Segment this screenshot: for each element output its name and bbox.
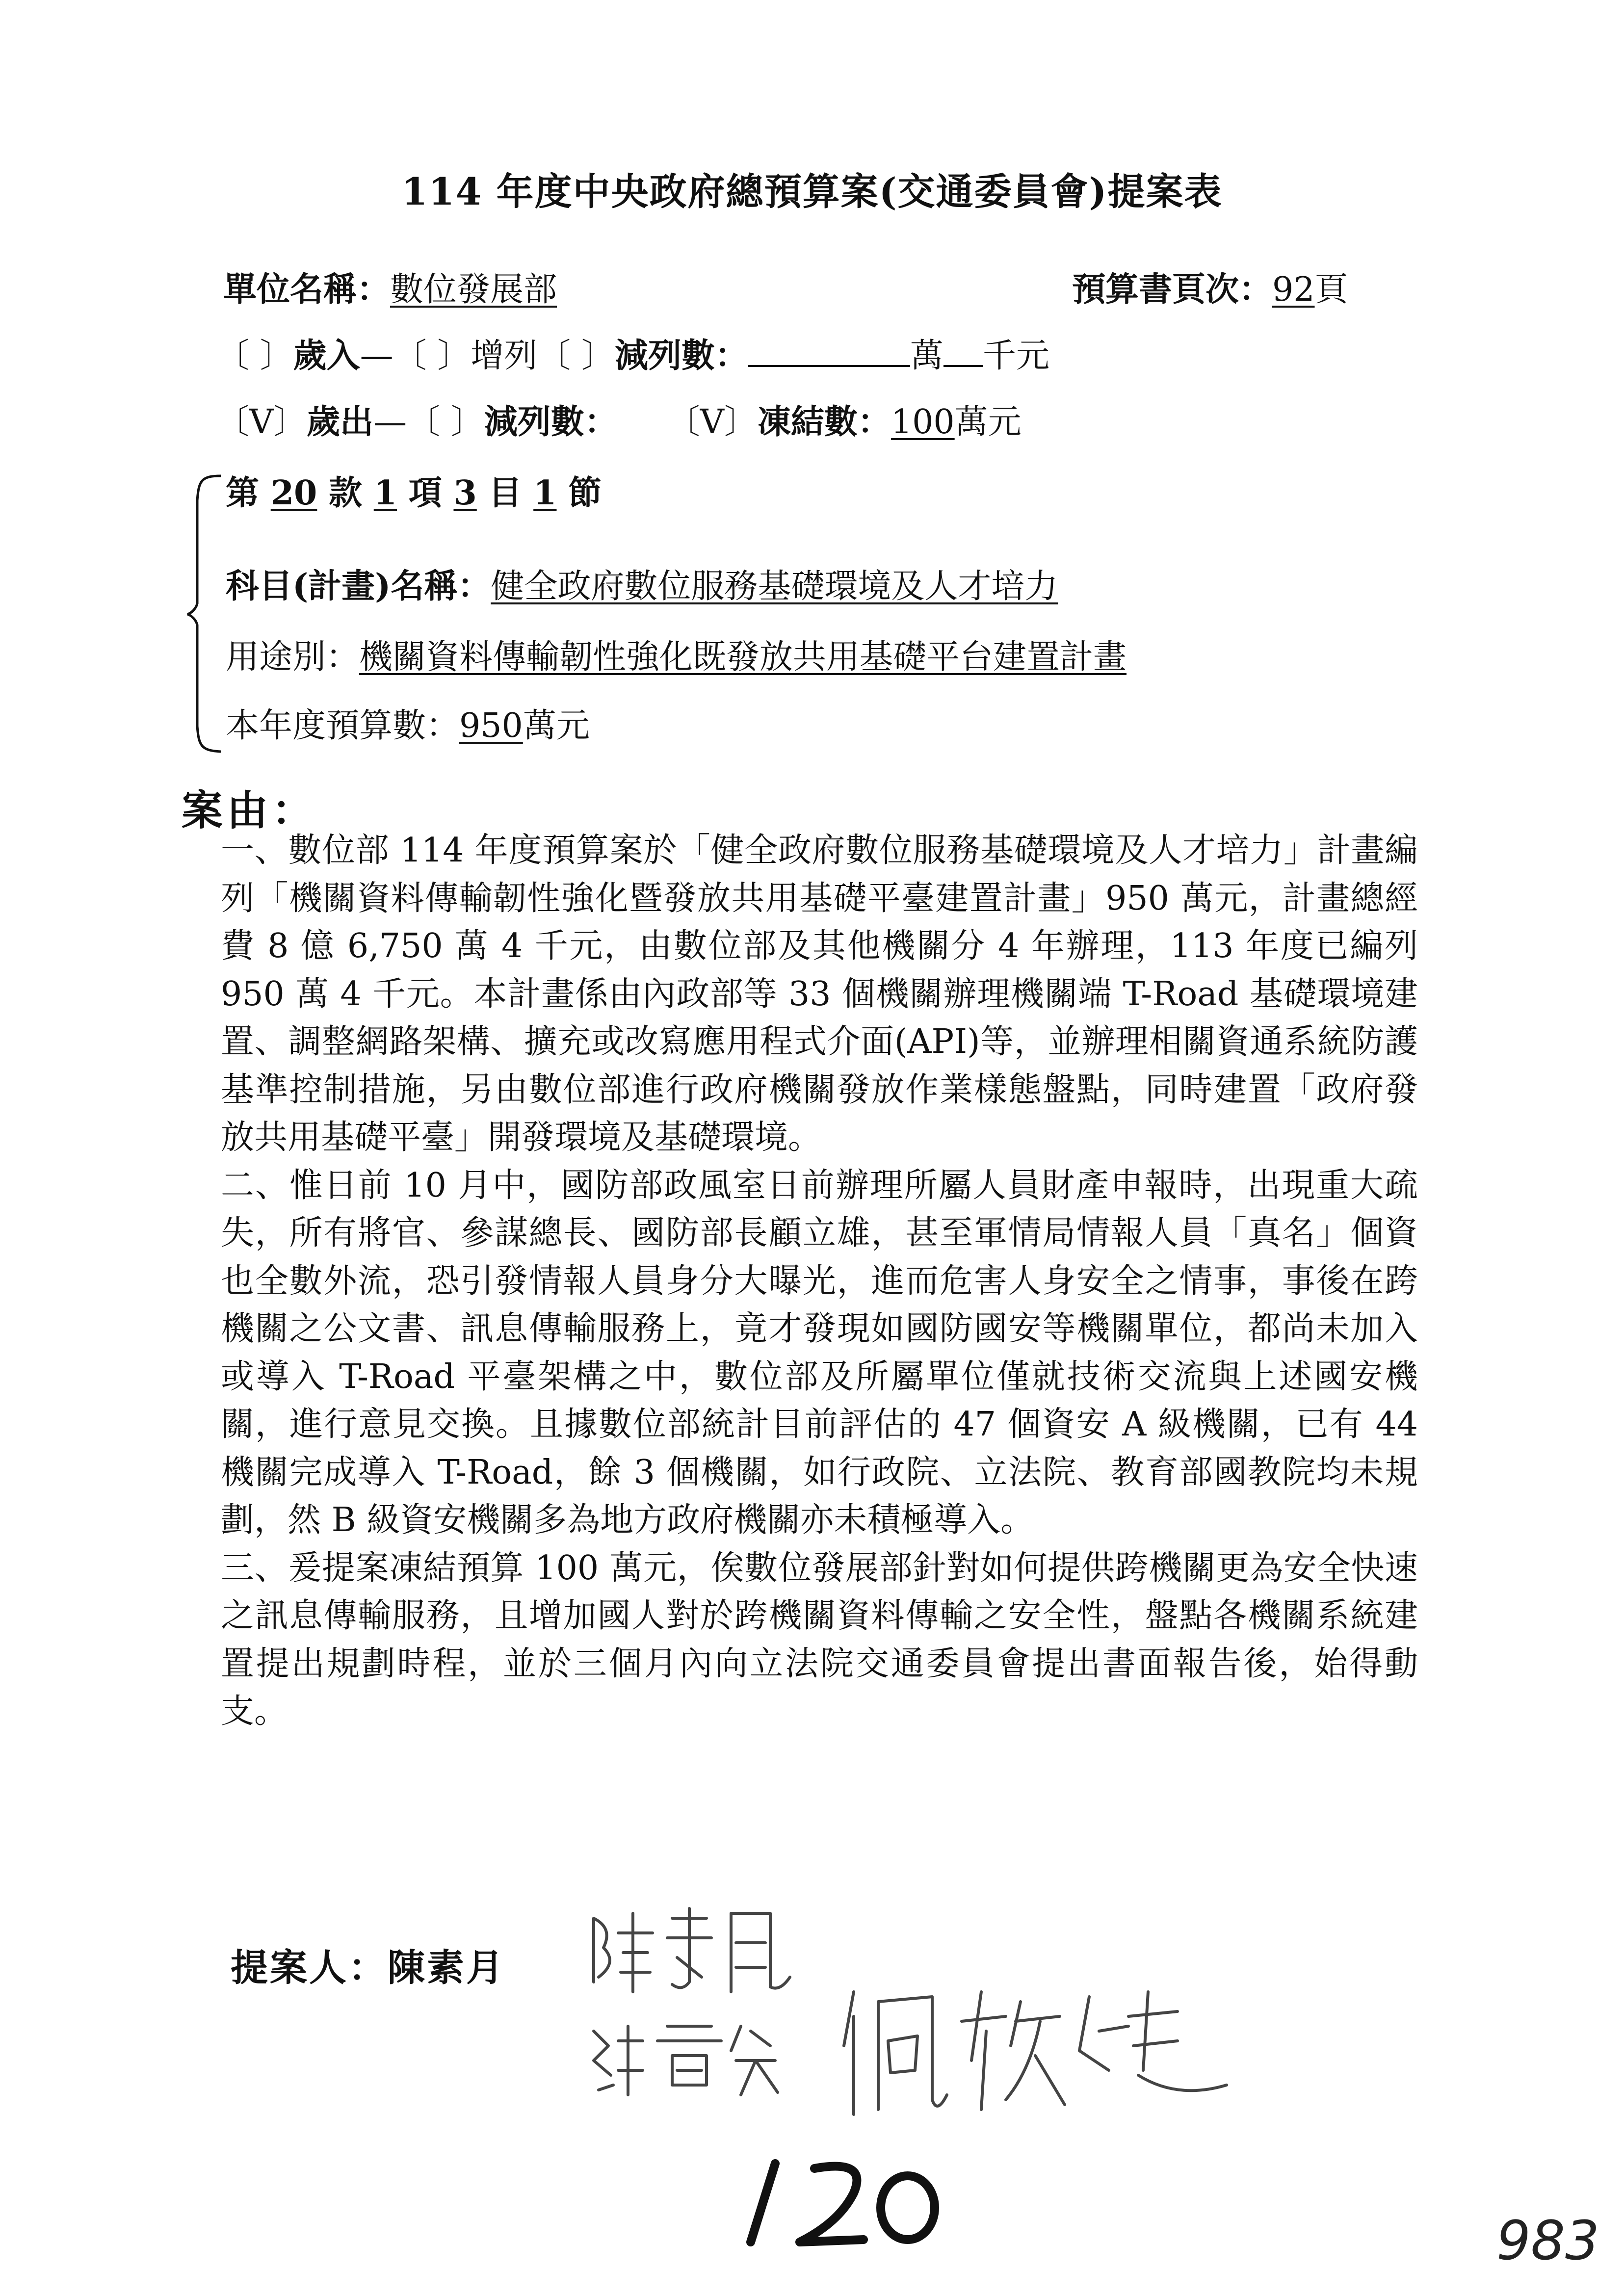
reason-title: 案由： bbox=[182, 786, 317, 835]
proposer-row bbox=[231, 1938, 505, 1991]
kuan-number: 20 bbox=[270, 473, 317, 513]
mu-number: 3 bbox=[453, 473, 477, 513]
left-brace bbox=[186, 471, 226, 756]
proposer-name: 陳素月 bbox=[388, 1946, 505, 1989]
item-di: 第 bbox=[226, 473, 260, 513]
revenue-wan-unit: 萬 bbox=[910, 337, 943, 375]
increase-label: 增列 bbox=[471, 337, 538, 375]
revenue-row bbox=[216, 334, 1049, 378]
usage-row bbox=[226, 635, 1126, 679]
decrease-checkbox: 〔 〕 bbox=[537, 337, 615, 375]
expense-label: 歲出 bbox=[307, 402, 374, 442]
handwritten-page-number bbox=[1492, 2203, 1609, 2276]
reason-paragraph-2: 二、惟日前 10 月中，國防部政風室日前辦理所屬人員財產申報時，出現重大疏失，所有將官、參謀總長、國防部長顧立雄，甚至軍情局情報人員「真名」個資也全數外流，恐引發情報人員身分大曝光，進而危害人身安全之情事，事後在跨機關之公文書、訊息傳輸服務上，竟才發現如國防國安等機關單位，都尚未加入或導入 T-Road 平臺架構之中，數位部及所屬單位僅就技術交流與上述國安機關，進行意見交換。且據數位部統計目前評估的 47 個資安 A 級機關，已有 44 機關完成導入 T-Road，餘 3 個機關，如行政院、立法院、教育部國教院均未規劃，然 B 級資安機關多為地方政府機關亦未積極導入。 bbox=[221, 1166, 1418, 1539]
annual-budget-row bbox=[226, 704, 590, 748]
budget-item-row bbox=[226, 471, 602, 515]
reason-paragraph-1: 一、數位部 114 年度預算案於「健全政府數位服務基礎環境及人才培力」計畫編列「機關資料傳輸韌性強化暨發放共用基礎平臺建置計畫」950 萬元，計畫總經費 8 億 6,750 萬 4 千元，由數位部及其他機關分 4 年辦理，113 年度已編列 950 萬 4 千元。本計畫係由內政部等 33 個機關辦理機關端 T-Road 基礎環境建置、調整網路架構、擴充或改寫應用程式介面(API)等，並辦理相關資通系統防護基準控制措施，另由數位部進行政府機關發放作業樣態盤點，同時建置「政府發放共用基礎平臺」開發環境及基礎環境。 bbox=[221, 831, 1418, 1157]
page-ref-value: 92 bbox=[1272, 270, 1315, 309]
page-reference-row bbox=[1072, 267, 1348, 312]
subject-label: 科目(計畫)名稱： bbox=[226, 567, 491, 606]
revenue-qian-blank bbox=[943, 337, 983, 367]
usage-value: 機關資料傳輸韌性強化既發放共用基礎平台建置計畫 bbox=[359, 638, 1127, 677]
mu-label: 目 bbox=[488, 473, 522, 513]
revenue-qian-unit: 千元 bbox=[982, 337, 1049, 375]
signature-chen-suyue bbox=[584, 1899, 810, 1997]
expense-row bbox=[216, 400, 1022, 444]
expense-decrease-label: 減列數： bbox=[484, 402, 618, 442]
xiang-label: 項 bbox=[408, 473, 442, 513]
xiang-number: 1 bbox=[373, 473, 397, 513]
annual-budget-label: 本年度預算數： bbox=[226, 706, 460, 745]
revenue-decrease-label: 減列數： bbox=[614, 336, 748, 375]
page-number-text: 983 bbox=[1496, 2209, 1599, 2272]
expense-dash: — bbox=[373, 403, 407, 442]
freeze-checkbox: 〔V〕 bbox=[666, 403, 758, 442]
increase-checkbox: 〔 〕 bbox=[393, 337, 471, 375]
signature-he-xinchun bbox=[834, 1972, 1236, 2129]
page-title: 114 年度中央政府總預算案(交通委員會)提案表 bbox=[401, 170, 1223, 213]
kuan-label: 款 bbox=[329, 473, 363, 513]
handwritten-number bbox=[741, 2154, 947, 2252]
expense-decrease-checkbox: 〔 〕 bbox=[407, 403, 484, 442]
jie-label: 節 bbox=[568, 473, 602, 513]
revenue-checkbox: 〔 〕 bbox=[216, 337, 293, 375]
unit-label: 單位名稱： bbox=[223, 270, 391, 309]
subject-value: 健全政府數位服務基礎環境及人才培力 bbox=[491, 567, 1058, 606]
subject-row bbox=[226, 564, 1058, 609]
proposer-label: 提案人： bbox=[231, 1946, 388, 1989]
annual-budget-value: 950 bbox=[459, 706, 523, 745]
usage-label: 用途別： bbox=[226, 638, 360, 677]
reason-body bbox=[221, 827, 1418, 1736]
jie-number: 1 bbox=[533, 473, 557, 513]
page-ref-suffix: 頁 bbox=[1314, 270, 1348, 309]
revenue-dash: — bbox=[360, 337, 393, 375]
signature-xu-fugui bbox=[584, 2011, 790, 2100]
annual-budget-unit: 萬元 bbox=[523, 706, 590, 745]
revenue-label: 歲入 bbox=[293, 336, 360, 375]
revenue-wan-blank bbox=[748, 337, 910, 367]
page-ref-label: 預算書頁次： bbox=[1072, 270, 1273, 309]
reason-paragraph-3: 三、爰提案凍結預算 100 萬元，俟數位發展部針對如何提供跨機關更為安全快速之訊息傳輸服務，且增加國人對於跨機關資料傳輸之安全性，盤點各機關系統建置提出規劃時程，並於三個月內向立法院交通委員會提出書面報告後，始得動支。 bbox=[221, 1548, 1418, 1731]
freeze-value: 100 bbox=[891, 403, 955, 442]
unit-value: 數位發展部 bbox=[390, 270, 557, 309]
freeze-label: 凍結數： bbox=[757, 402, 891, 442]
freeze-unit: 萬元 bbox=[954, 403, 1022, 442]
unit-name-row bbox=[223, 267, 557, 312]
expense-checkbox: 〔V〕 bbox=[216, 403, 307, 442]
